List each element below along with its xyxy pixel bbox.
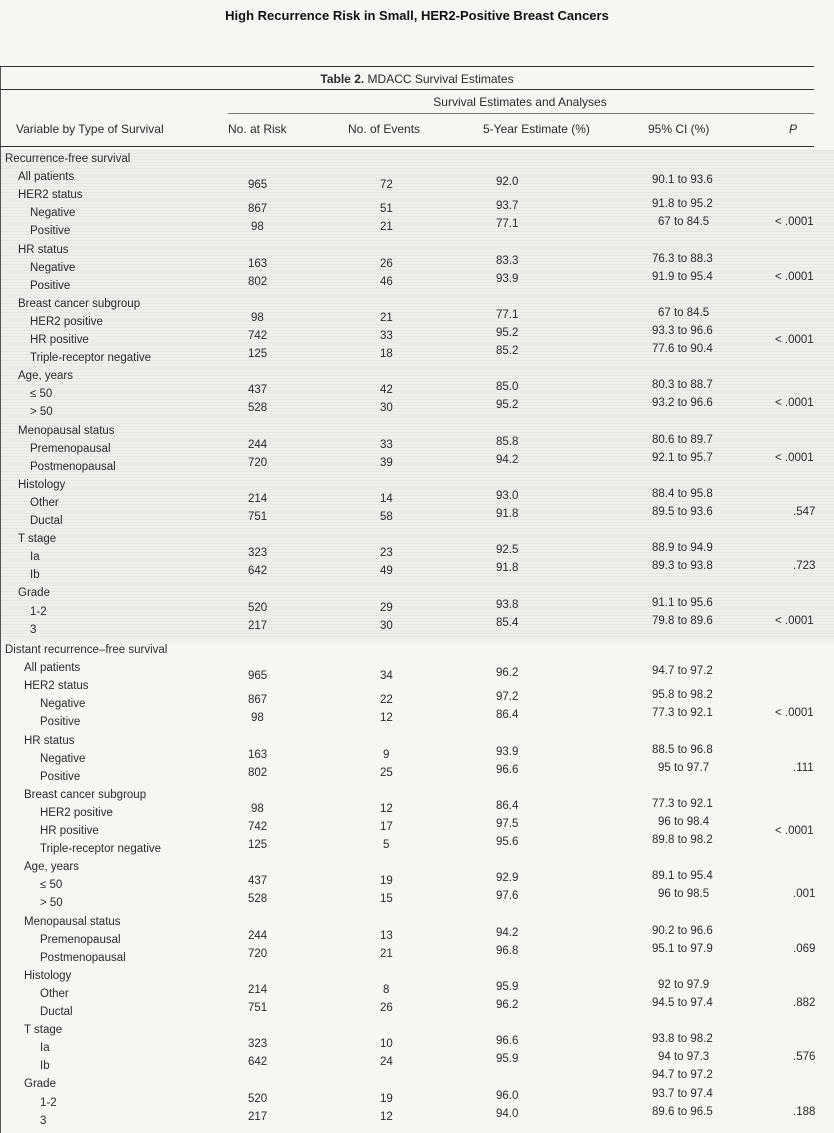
ci-cell: 94.7 to 97.2 xyxy=(652,665,713,678)
p-value-cell: < .0001 xyxy=(775,614,814,627)
ci-cell: 93.3 to 96.6 xyxy=(652,325,713,337)
ci-cell: 94.7 to 97.2 xyxy=(652,1069,713,1082)
row-group-label: HR status xyxy=(18,243,69,256)
events-cell: 12 xyxy=(380,712,393,725)
row-sub-label: Ductal xyxy=(40,1006,73,1018)
ci-cell: 95 to 97.7 xyxy=(658,761,710,774)
estimate-cell: 93.9 xyxy=(496,745,519,758)
p-value-cell: < .0001 xyxy=(775,270,814,283)
estimate-cell: 95.6 xyxy=(496,836,519,849)
estimate-cell: 86.4 xyxy=(496,799,519,812)
risk-cell: 802 xyxy=(248,766,268,779)
ci-cell: 77.3 to 92.1 xyxy=(652,707,713,720)
p-value-cell: < .0001 xyxy=(775,451,814,464)
events-cell: 42 xyxy=(380,384,393,397)
estimate-cell: 77.1 xyxy=(496,218,519,231)
row-group-label: All patients xyxy=(24,662,81,675)
p-value-cell: < .0001 xyxy=(775,397,814,410)
ci-cell: 94 to 97.3 xyxy=(658,1051,710,1064)
ci-cell: 91.8 to 95.2 xyxy=(652,198,713,211)
column-header-risk: No. at Risk xyxy=(228,122,287,136)
estimate-cell: 96.8 xyxy=(496,944,519,957)
estimate-cell: 93.0 xyxy=(496,489,519,502)
estimate-cell: 95.9 xyxy=(496,980,519,993)
ci-cell: 93.8 to 98.2 xyxy=(652,1033,713,1046)
p-value-cell: .723 xyxy=(793,560,816,573)
events-cell: 39 xyxy=(380,456,393,469)
risk-cell: 742 xyxy=(248,330,268,342)
row-group-label: HER2 status xyxy=(24,680,89,693)
risk-cell: 323 xyxy=(248,1038,268,1051)
estimate-cell: 93.7 xyxy=(496,200,519,213)
estimate-cell: 97.2 xyxy=(496,691,519,704)
p-value-cell: .547 xyxy=(793,505,816,518)
row-sub-label: Other xyxy=(30,496,59,509)
estimate-cell: 95.2 xyxy=(496,327,519,339)
ci-cell: 89.1 to 95.4 xyxy=(652,870,713,883)
estimate-cell: 93.9 xyxy=(496,272,519,285)
risk-cell: 751 xyxy=(248,511,268,523)
row-sub-label: > 50 xyxy=(40,897,63,910)
row-group-label: Histology xyxy=(24,969,72,982)
row-sub-label: Premenopausal xyxy=(30,442,111,455)
p-value-cell: .882 xyxy=(793,996,816,1009)
estimate-cell: 85.2 xyxy=(496,345,519,358)
estimate-cell: 97.5 xyxy=(496,818,519,830)
ci-cell: 88.5 to 96.8 xyxy=(652,743,713,756)
estimate-cell: 92.0 xyxy=(496,176,519,189)
row-sub-label: 1-2 xyxy=(40,1096,57,1109)
events-cell: 12 xyxy=(380,1110,393,1123)
events-cell: 10 xyxy=(380,1038,393,1051)
events-cell: 21 xyxy=(380,311,393,324)
risk-cell: 214 xyxy=(248,983,268,996)
events-cell: 58 xyxy=(380,511,393,523)
p-value-cell: .576 xyxy=(793,1051,816,1064)
row-group-label: All patients xyxy=(18,171,75,184)
column-header-events: No. of Events xyxy=(348,122,421,136)
row-sub-label: Negative xyxy=(40,698,86,711)
row-sub-label: Triple-receptor negative xyxy=(40,843,162,856)
risk-cell: 217 xyxy=(248,619,268,632)
risk-cell: 742 xyxy=(248,821,268,833)
risk-cell: 98 xyxy=(251,802,264,815)
row-group-label: T stage xyxy=(24,1024,63,1037)
p-value-cell: < .0001 xyxy=(775,825,814,837)
events-cell: 46 xyxy=(380,275,393,288)
estimate-cell: 92.9 xyxy=(496,872,519,885)
events-cell: 51 xyxy=(380,203,393,216)
events-cell: 21 xyxy=(380,221,393,234)
estimate-cell: 95.9 xyxy=(496,1053,519,1066)
row-sub-label: Negative xyxy=(30,261,76,274)
row-group-label: Breast cancer subgroup xyxy=(18,297,141,310)
risk-cell: 98 xyxy=(251,221,264,234)
row-group-label: Age, years xyxy=(18,370,73,383)
section-title: Recurrence-free survival xyxy=(5,153,131,165)
p-value-cell: < .0001 xyxy=(775,707,814,720)
risk-cell: 98 xyxy=(251,311,264,324)
estimate-cell: 91.8 xyxy=(496,562,519,575)
risk-cell: 244 xyxy=(248,438,268,451)
risk-cell: 965 xyxy=(248,179,268,192)
ci-cell: 76.3 to 88.3 xyxy=(652,252,713,265)
estimate-cell: 96.2 xyxy=(496,667,519,680)
p-value-cell: < .0001 xyxy=(775,334,814,346)
ci-cell: 96 to 98.4 xyxy=(658,816,710,828)
row-sub-label: Ductal xyxy=(30,515,63,527)
events-cell: 30 xyxy=(380,402,393,415)
estimate-cell: 96.0 xyxy=(496,1089,519,1102)
ci-cell: 90.2 to 96.6 xyxy=(652,924,713,937)
risk-cell: 642 xyxy=(248,565,268,578)
events-cell: 15 xyxy=(380,893,393,906)
events-cell: 30 xyxy=(380,619,393,632)
ci-cell: 89.3 to 93.8 xyxy=(652,560,713,573)
estimate-cell: 96.2 xyxy=(496,999,519,1011)
risk-cell: 125 xyxy=(248,348,268,361)
row-sub-label: HER2 positive xyxy=(40,806,113,819)
estimate-cell: 92.5 xyxy=(496,544,519,557)
events-cell: 12 xyxy=(380,802,393,815)
p-value-cell: .001 xyxy=(793,888,816,901)
events-cell: 17 xyxy=(380,821,393,833)
risk-cell: 98 xyxy=(251,712,264,725)
events-cell: 13 xyxy=(380,929,393,942)
ci-cell: 89.6 to 96.5 xyxy=(652,1105,713,1118)
events-cell: 9 xyxy=(383,748,390,761)
events-cell: 22 xyxy=(380,694,393,707)
ci-cell: 88.4 to 95.8 xyxy=(652,487,713,500)
risk-cell: 965 xyxy=(248,670,268,683)
events-cell: 25 xyxy=(380,766,393,779)
row-sub-label: HR positive xyxy=(30,334,89,346)
row-sub-label: Positive xyxy=(40,770,81,783)
events-cell: 72 xyxy=(380,179,393,192)
row-sub-label: ≤ 50 xyxy=(30,388,53,401)
ci-cell: 91.1 to 95.6 xyxy=(652,596,713,609)
estimate-cell: 83.3 xyxy=(496,254,519,267)
row-sub-label: Premenopausal xyxy=(40,933,121,946)
row-group-label: Breast cancer subgroup xyxy=(24,788,147,801)
row-sub-label: Ib xyxy=(40,1060,50,1073)
risk-cell: 437 xyxy=(248,384,268,397)
events-cell: 33 xyxy=(380,330,393,342)
risk-cell: 520 xyxy=(248,601,268,614)
row-group-label: Menopausal status xyxy=(24,915,121,928)
events-cell: 18 xyxy=(380,348,393,361)
row-group-label: Grade xyxy=(18,587,50,600)
row-sub-label: Other xyxy=(40,987,69,1000)
risk-cell: 163 xyxy=(248,257,268,270)
p-value-cell: .188 xyxy=(793,1105,816,1118)
estimate-cell: 85.0 xyxy=(496,381,519,394)
row-sub-label: Positive xyxy=(30,279,71,292)
risk-cell: 720 xyxy=(248,947,268,960)
events-cell: 14 xyxy=(380,492,393,505)
ci-cell: 89.5 to 93.6 xyxy=(652,506,713,518)
ci-cell: 89.8 to 98.2 xyxy=(652,834,713,847)
row-group-label: Menopausal status xyxy=(18,424,115,437)
ci-cell: 77.6 to 90.4 xyxy=(652,343,713,356)
estimate-cell: 96.6 xyxy=(496,1035,519,1048)
estimate-cell: 85.8 xyxy=(496,435,519,448)
row-sub-label: HR positive xyxy=(40,825,99,837)
ci-cell: 90.1 to 93.6 xyxy=(652,174,713,187)
row-sub-label: Positive xyxy=(40,716,81,729)
column-header-estimate: 5-Year Estimate (%) xyxy=(483,122,590,136)
column-header-p: P xyxy=(789,122,798,136)
estimate-cell: 93.8 xyxy=(496,598,519,611)
events-cell: 8 xyxy=(383,983,390,996)
p-value-cell: < .0001 xyxy=(775,216,814,229)
ci-cell: 93.2 to 96.6 xyxy=(652,397,713,410)
row-group-label: HR status xyxy=(24,734,75,747)
risk-cell: 867 xyxy=(248,694,268,707)
estimate-cell: 94.2 xyxy=(496,926,519,939)
events-cell: 49 xyxy=(380,565,393,578)
ci-cell: 95.8 to 98.2 xyxy=(652,689,713,702)
estimate-cell: 91.8 xyxy=(496,508,519,520)
row-group-label: Age, years xyxy=(24,861,79,874)
risk-cell: 720 xyxy=(248,456,268,469)
risk-cell: 125 xyxy=(248,839,268,852)
column-header-variable: Variable by Type of Survival xyxy=(16,122,164,136)
column-header-ci: 95% CI (%) xyxy=(648,122,710,136)
row-sub-label: 1-2 xyxy=(30,605,47,618)
ci-cell: 91.9 to 95.4 xyxy=(652,270,713,283)
events-cell: 26 xyxy=(380,1002,393,1014)
p-value-cell: .069 xyxy=(793,942,816,955)
row-group-label: Grade xyxy=(24,1078,56,1091)
ci-cell: 95.1 to 97.9 xyxy=(652,942,713,955)
ci-cell: 94.5 to 97.4 xyxy=(652,997,713,1009)
risk-cell: 163 xyxy=(248,748,268,761)
row-sub-label: Negative xyxy=(30,207,76,220)
events-cell: 33 xyxy=(380,438,393,451)
ci-cell: 92.1 to 95.7 xyxy=(652,451,713,464)
estimate-cell: 97.6 xyxy=(496,890,519,903)
row-sub-label: ≤ 50 xyxy=(40,879,63,892)
ci-cell: 96 to 98.5 xyxy=(658,888,710,901)
estimate-cell: 77.1 xyxy=(496,308,519,321)
risk-cell: 437 xyxy=(248,875,268,888)
risk-cell: 528 xyxy=(248,893,268,906)
table-caption-number: Table 2. xyxy=(320,72,365,86)
ci-cell: 92 to 97.9 xyxy=(658,978,710,991)
row-sub-label: Ia xyxy=(30,551,40,564)
events-cell: 5 xyxy=(383,839,390,852)
row-group-label: Histology xyxy=(18,478,66,491)
risk-cell: 217 xyxy=(248,1110,268,1123)
row-sub-label: Postmenopausal xyxy=(40,951,126,964)
estimate-cell: 86.4 xyxy=(496,709,519,722)
ci-cell: 79.8 to 89.6 xyxy=(652,614,713,627)
row-sub-label: 3 xyxy=(40,1114,47,1127)
row-sub-label: 3 xyxy=(30,623,37,636)
risk-cell: 244 xyxy=(248,929,268,942)
section-title: Distant recurrence–free survival xyxy=(5,644,168,656)
risk-cell: 867 xyxy=(248,203,268,216)
page-title: High Recurrence Risk in Small, HER2-Positive Breast Cancers xyxy=(225,8,609,23)
risk-cell: 751 xyxy=(248,1002,268,1014)
events-cell: 24 xyxy=(380,1056,393,1069)
ci-cell: 93.7 to 97.4 xyxy=(652,1087,713,1100)
events-cell: 21 xyxy=(380,947,393,960)
estimate-cell: 96.6 xyxy=(496,763,519,776)
ci-cell: 67 to 84.5 xyxy=(658,306,710,319)
ci-cell: 67 to 84.5 xyxy=(658,216,710,229)
ci-cell: 80.6 to 89.7 xyxy=(652,433,713,446)
estimate-cell: 94.0 xyxy=(496,1107,519,1120)
p-value-cell: .111 xyxy=(793,761,814,774)
row-group-label: HER2 status xyxy=(18,189,83,202)
row-sub-label: Triple-receptor negative xyxy=(30,352,152,365)
row-sub-label: HER2 positive xyxy=(30,315,103,328)
row-sub-label: Positive xyxy=(30,225,71,238)
risk-cell: 528 xyxy=(248,402,268,415)
events-cell: 19 xyxy=(380,1092,393,1105)
events-cell: 26 xyxy=(380,257,393,270)
risk-cell: 802 xyxy=(248,275,268,288)
ci-cell: 77.3 to 92.1 xyxy=(652,797,713,810)
row-sub-label: Ib xyxy=(30,569,40,582)
table-caption-text: MDACC Survival Estimates xyxy=(364,72,514,86)
estimate-cell: 95.2 xyxy=(496,399,519,412)
risk-cell: 323 xyxy=(248,547,268,560)
row-sub-label: Negative xyxy=(40,752,86,765)
row-group-label: T stage xyxy=(18,533,57,546)
estimate-cell: 94.2 xyxy=(496,453,519,466)
ci-cell: 88.9 to 94.9 xyxy=(652,542,713,555)
ci-cell: 80.3 to 88.7 xyxy=(652,379,713,392)
column-group-header: Survival Estimates and Analyses xyxy=(433,95,607,109)
risk-cell: 520 xyxy=(248,1092,268,1105)
row-sub-label: > 50 xyxy=(30,406,53,419)
row-sub-label: Postmenopausal xyxy=(30,460,116,473)
events-cell: 34 xyxy=(380,670,393,683)
events-cell: 19 xyxy=(380,875,393,888)
row-sub-label: Ia xyxy=(40,1042,50,1055)
risk-cell: 214 xyxy=(248,492,268,505)
events-cell: 29 xyxy=(380,601,393,614)
risk-cell: 642 xyxy=(248,1056,268,1069)
estimate-cell: 85.4 xyxy=(496,616,519,629)
events-cell: 23 xyxy=(380,547,393,560)
